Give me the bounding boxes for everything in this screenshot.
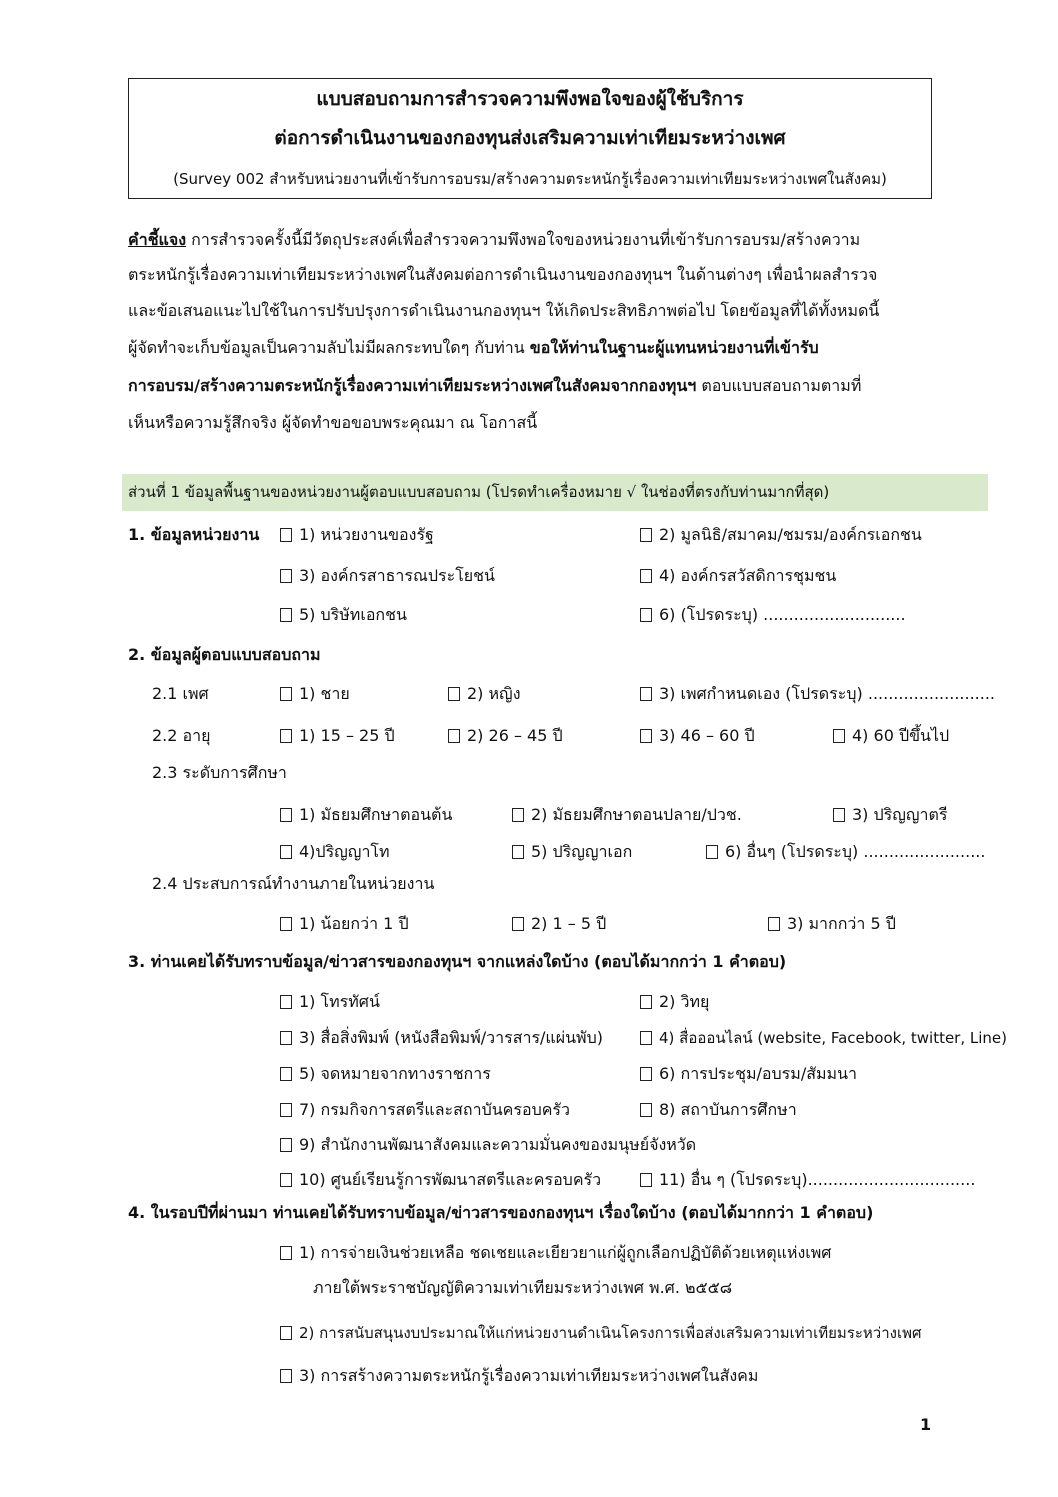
q4-option (280, 1242, 831, 1264)
gender-option (640, 683, 995, 705)
checkbox[interactable] (280, 1173, 292, 1187)
checkbox[interactable] (280, 608, 292, 622)
checkbox[interactable] (280, 845, 292, 859)
option-label: 3) การสร้างความตระหนักรู้เรื่องความเท่าเทียมระหว่างเพศในสังคม (299, 1366, 759, 1385)
option-label: 6) (โปรดระบุ) ............................ (659, 605, 906, 624)
page-number: 1 (920, 1415, 932, 1434)
part1-heading-bar (122, 474, 988, 511)
instructions-line-4 (128, 337, 819, 359)
instructions-text: การสำรวจครั้งนี้มีวัตถุประสงค์เพื่อสำรวจความพึงพอใจของหน่วยงานที่เข้ารับการอบรม/สร้างความ (191, 230, 861, 249)
q2-education-label: 2.3 ระดับการศึกษา (152, 763, 287, 782)
education-option (512, 841, 632, 863)
survey-title: แบบสอบถามการสำรวจความพึงพอใจของผู้ใช้บริการ (316, 88, 744, 110)
option-label: 3) ปริญญาตรี (852, 805, 948, 824)
checkbox[interactable] (280, 1067, 292, 1081)
option-label: 4) สื่อออนไลน์ (website, Facebook, twitter, Line) (659, 1029, 1007, 1047)
q4-option (280, 1365, 758, 1387)
checkbox[interactable] (640, 729, 652, 743)
checkbox[interactable] (280, 1246, 292, 1260)
instructions-emphasis: ขอให้ท่านในฐานะผู้แทนหน่วยงานที่เข้ารับ (529, 338, 819, 357)
q3-option (640, 1027, 1007, 1049)
survey-title-box (128, 78, 932, 199)
q1-option (640, 604, 906, 626)
q3-option (280, 1027, 603, 1049)
option-label: 1) 15 – 25 ปี (299, 726, 395, 745)
instructions-line-5 (128, 375, 861, 397)
option-label: 9) สำนักงานพัฒนาสังคมและความมั่นคงของมนุษย์จังหวัด (299, 1135, 697, 1154)
option-label: 2) มัธยมศึกษาตอนปลาย/ปวช. (531, 805, 742, 824)
option-label: 2) การสนับสนุนงบประมาณให้แก่หน่วยงานดำเนินโครงการเพื่อส่งเสริมความเท่าเทียมระหว่างเพศ (299, 1324, 922, 1342)
checkbox[interactable] (768, 917, 780, 931)
instructions-line-3: และข้อเสนอแนะไปใช้ในการปรับปรุงการดำเนินงานกองทุนฯ ให้เกิดประสิทธิภาพต่อไป โดยข้อมูลที่ได้ทั้งหมดนี้ (128, 301, 880, 320)
q4-option (280, 1322, 922, 1344)
q4-label: 4. ในรอบปีที่ผ่านมา ท่านเคยได้รับทราบข้อมูล/ข่าวสารของกองทุนฯ เรื่องใดบ้าง (ตอบได้มากกว่า 1 คำตอบ) (128, 1203, 874, 1222)
q3-option (640, 1063, 857, 1085)
checkbox[interactable] (280, 808, 292, 822)
q2-experience-label: 2.4 ประสบการณ์ทำงานภายในหน่วยงาน (152, 874, 435, 893)
checkbox[interactable] (640, 687, 652, 701)
education-option (706, 841, 985, 863)
option-label: 5) ปริญญาเอก (531, 842, 633, 861)
option-label: 2) หญิง (467, 684, 521, 703)
q1-option (640, 565, 836, 587)
instructions-line-6: เห็นหรือความรู้สึกจริง ผู้จัดทำขอขอบพระคุณมา ณ โอกาสนี้ (128, 413, 538, 432)
checkbox[interactable] (280, 1326, 292, 1340)
survey-subtitle: ต่อการดำเนินงานของกองทุนส่งเสริมความเท่าเทียมระหว่างเพศ (274, 127, 786, 149)
checkbox[interactable] (640, 995, 652, 1009)
checkbox[interactable] (706, 845, 718, 859)
checkbox[interactable] (448, 729, 460, 743)
checkbox[interactable] (280, 1031, 292, 1045)
q1-label: 1. ข้อมูลหน่วยงาน (128, 525, 260, 544)
option-label: 4)ปริญญาโท (299, 842, 390, 861)
survey-note: (Survey 002 สำหรับหน่วยงานที่เข้ารับการอบรม/สร้างความตระหนักรู้เรื่องความเท่าเทียมระหว่างเพศในสังคม) (173, 170, 887, 188)
option-label: 5) บริษัทเอกชน (299, 605, 407, 624)
experience-option (280, 913, 409, 935)
option-label: 3) สื่อสิ่งพิมพ์ (หนังสือพิมพ์/วารสาร/แผ่นพับ) (299, 1028, 603, 1047)
checkbox[interactable] (640, 1173, 652, 1187)
checkbox[interactable] (280, 569, 292, 583)
option-label: 1) การจ่ายเงินช่วยเหลือ ชดเชยและเยียวยาแก่ผู้ถูกเลือกปฏิบัติด้วยเหตุแห่งเพศ (299, 1243, 832, 1262)
checkbox[interactable] (512, 917, 524, 931)
education-option (833, 804, 948, 826)
instructions-emphasis: การอบรม/สร้างความตระหนักรู้เรื่องความเท่าเทียมระหว่างเพศในสังคมจากกองทุนฯ (128, 376, 697, 395)
education-option (280, 841, 390, 863)
option-label: 3) 46 – 60 ปี (659, 726, 755, 745)
gender-option (280, 683, 350, 705)
checkbox[interactable] (280, 729, 292, 743)
option-label: 1) น้อยกว่า 1 ปี (299, 914, 409, 933)
option-label: 6) อื่นๆ (โปรดระบุ) ........................ (725, 842, 986, 861)
age-option (280, 725, 395, 747)
checkbox[interactable] (512, 845, 524, 859)
q3-option (640, 1169, 975, 1191)
q4-option-continuation: ภายใต้พระราชบัญญัติความเท่าเทียมระหว่างเพศ พ.ศ. ๒๕๕๘ (313, 1278, 733, 1297)
option-label: 2) 1 – 5 ปี (531, 914, 607, 933)
option-label: 1) หน่วยงานของรัฐ (299, 525, 434, 544)
instructions-text: ตอบแบบสอบถามตามที่ (701, 376, 862, 395)
option-label: 7) กรมกิจการสตรีและสถาบันครอบครัว (299, 1100, 570, 1119)
instructions-label: คำชี้แจง (128, 230, 187, 249)
experience-option (768, 913, 896, 935)
age-option (833, 725, 949, 747)
checkbox[interactable] (280, 1369, 292, 1383)
option-label: 3) มากกว่า 5 ปี (787, 914, 896, 933)
q2-label: 2. ข้อมูลผู้ตอบแบบสอบถาม (128, 645, 321, 664)
gender-option (448, 683, 521, 705)
q3-option (280, 1134, 696, 1156)
q2-gender-label: 2.1 เพศ (152, 684, 209, 703)
option-label: 8) สถาบันการศึกษา (659, 1100, 797, 1119)
option-label: 2) วิทยุ (659, 992, 710, 1011)
education-option (512, 804, 742, 826)
option-label: 1) โทรทัศน์ (299, 992, 380, 1011)
q1-option (640, 524, 922, 546)
checkbox[interactable] (833, 729, 845, 743)
checkbox[interactable] (280, 1103, 292, 1117)
checkbox[interactable] (640, 1031, 652, 1045)
part1-heading: ส่วนที่ 1 ข้อมูลพื้นฐานของหน่วยงานผู้ตอบแบบสอบถาม (โปรดทำเครื่องหมาย √ ในช่องที่ตรงกับท่านมากที่สุด) (128, 483, 830, 501)
option-label: 6) การประชุม/อบรม/สัมมนา (659, 1064, 857, 1083)
checkbox[interactable] (640, 569, 652, 583)
education-option (280, 804, 452, 826)
instructions-line-2: ตระหนักรู้เรื่องความเท่าเทียมระหว่างเพศในสังคมต่อการดำเนินงานของกองทุนฯ ในด้านต่างๆ เพื่อนำผลสำรวจ (128, 265, 878, 284)
option-label: 5) จดหมายจากทางราชการ (299, 1064, 491, 1083)
instructions-text: ผู้จัดทำจะเก็บข้อมูลเป็นความลับไม่มีผลกระทบใดๆ กับท่าน (128, 338, 525, 357)
age-option (448, 725, 563, 747)
q2-age-label: 2.2 อายุ (152, 726, 211, 745)
checkbox[interactable] (280, 995, 292, 1009)
option-label: 3) เพศกำหนดเอง (โปรดระบุ) ......................... (659, 684, 995, 703)
q3-option (640, 1099, 797, 1121)
q3-option (280, 1099, 570, 1121)
checkbox[interactable] (448, 687, 460, 701)
checkbox[interactable] (280, 687, 292, 701)
q3-option (280, 991, 380, 1013)
q1-option (280, 524, 434, 546)
option-label: 10) ศูนย์เรียนรู้การพัฒนาสตรีและครอบครัว (299, 1170, 602, 1189)
age-option (640, 725, 755, 747)
option-label: 1) มัธยมศึกษาตอนต้น (299, 805, 453, 824)
checkbox[interactable] (280, 528, 292, 542)
option-label: 1) ชาย (299, 684, 350, 703)
option-label: 2) 26 – 45 ปี (467, 726, 563, 745)
option-label: 11) อื่น ๆ (โปรดระบุ)................................. (659, 1170, 976, 1189)
checkbox[interactable] (280, 917, 292, 931)
q1-option (280, 565, 495, 587)
checkbox[interactable] (640, 1103, 652, 1117)
option-label: 2) มูลนิธิ/สมาคม/ชมรม/องค์กรเอกชน (659, 525, 922, 544)
q3-label: 3. ท่านเคยได้รับทราบข้อมูล/ข่าวสารของกองทุนฯ จากแหล่งใดบ้าง (ตอบได้มากกว่า 1 คำตอบ) (128, 952, 787, 971)
checkbox[interactable] (640, 1067, 652, 1081)
checkbox[interactable] (833, 808, 845, 822)
checkbox[interactable] (640, 528, 652, 542)
q3-option (280, 1169, 601, 1191)
experience-option (512, 913, 606, 935)
q1-option (280, 604, 407, 626)
instructions-line-1 (128, 229, 860, 251)
option-label: 4) องค์กรสวัสดิการชุมชน (659, 566, 837, 585)
checkbox[interactable] (512, 808, 524, 822)
checkbox[interactable] (280, 1138, 292, 1152)
q3-option (280, 1063, 491, 1085)
checkbox[interactable] (640, 608, 652, 622)
q3-option (640, 991, 709, 1013)
option-label: 4) 60 ปีขึ้นไป (852, 726, 950, 745)
option-label: 3) องค์กรสาธารณประโยชน์ (299, 566, 495, 585)
